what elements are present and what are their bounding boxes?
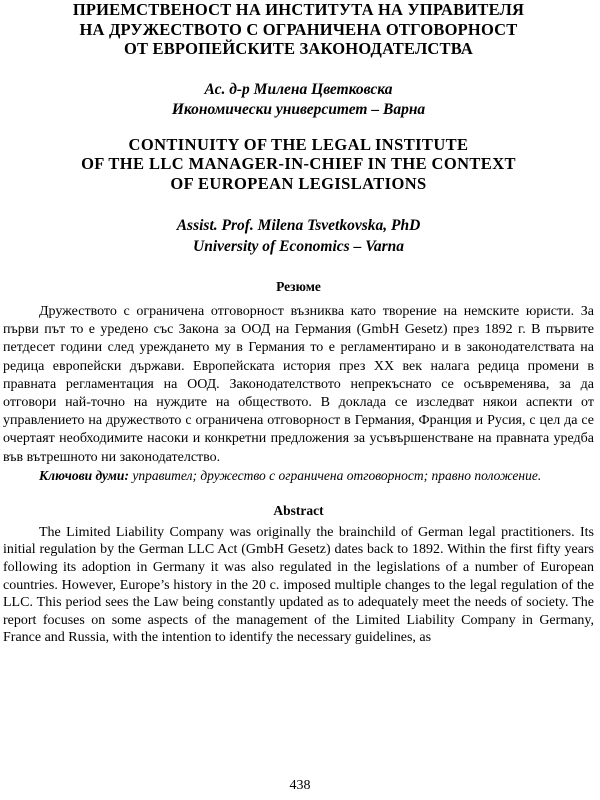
author-en-name: Assist. Prof. Milena Tsvetkovska, PhD xyxy=(176,217,421,234)
title-en-line-3: OF EUROPEAN LEGISLATIONS xyxy=(170,173,427,193)
title-en-line-2: OF THE LLC MANAGER-IN-CHIEF IN THE CONTEXT xyxy=(81,154,516,173)
title-bulgarian xyxy=(3,0,594,59)
title-bg-line-2: НА ДРУЖЕСТВОТО С ОГРАНИЧЕНА ОТГОВОРНОСТ xyxy=(79,19,518,39)
keywords xyxy=(3,467,594,485)
title-bg-line-3: ОТ ЕВРОПЕЙСКИТЕ ЗАКОНОДАТЕЛСТВА xyxy=(123,39,474,58)
author-bulgarian xyxy=(3,80,594,120)
summary-text: Дружеството с ограничена отговорност възниква като творение на немските юристи. За първи път то е уредено със Закона за ООД на Германия (GmbH Gesetz) през 1892 г. В първите петдесет години след уреждането му в Германия то е регламентирано и в законодателствата на редица европейски държави. Европейската история през XX век налага редица промени в правната регламентация на ООД. Законодателството непрекъснато се осъвременява, за да отговори най-точно на нуждите на обществото. В доклада се изследват някои аспекти от управлението на дружеството с ограничена отговорност в Германия, Франция и Русия, с цел да се очертаят необходимите насоки и конкретни предложения за усъвършенстване на правната уредба във вътрешното ни законодателство. xyxy=(3,304,594,465)
abstract-heading: Abstract xyxy=(273,502,324,518)
summary-heading: Резюме xyxy=(276,279,321,294)
page-number: 438 xyxy=(289,778,311,793)
author-bg-affiliation: Икономически университет – Варна xyxy=(171,100,426,118)
title-bg-line-1: ПРИЕМСТВЕНОСТ НА ИНСТИТУТА НА УПРАВИТЕЛЯ xyxy=(72,0,525,19)
author-en-affiliation: University of Economics – Varna xyxy=(193,238,404,255)
keywords-list: управител; дружество с ограничена отговорност; правно положение. xyxy=(132,467,542,483)
title-en-line-1: CONTINUITY OF THE LEGAL INSTITUTE xyxy=(128,134,469,154)
abstract-text: The Limited Liability Company was originally the brainchild of German legal practitioners. Its initial regulation by the German LLC Act (GmbH Gesetz) dates back to 1892. Within the first fifty years following its adoption in Germany it was also regulated in the legislations of a number of European countries. However, Europe’s history in the 20 c. imposed multiple changes to the legal regulation of the LLC. This period sees the Law being constantly updated as to adequately meet the needs of society. The report focuses on some aspects of the management of the Limited Liability Company in Germany, France and Russia, with the intention to identify the necessary guidelines, as xyxy=(3,524,594,646)
author-bg-name: Ас. д-р Милена Цветковска xyxy=(204,80,393,98)
author-english xyxy=(3,215,594,257)
keywords-label: Ключови думи: xyxy=(39,467,129,483)
title-english xyxy=(3,135,594,194)
